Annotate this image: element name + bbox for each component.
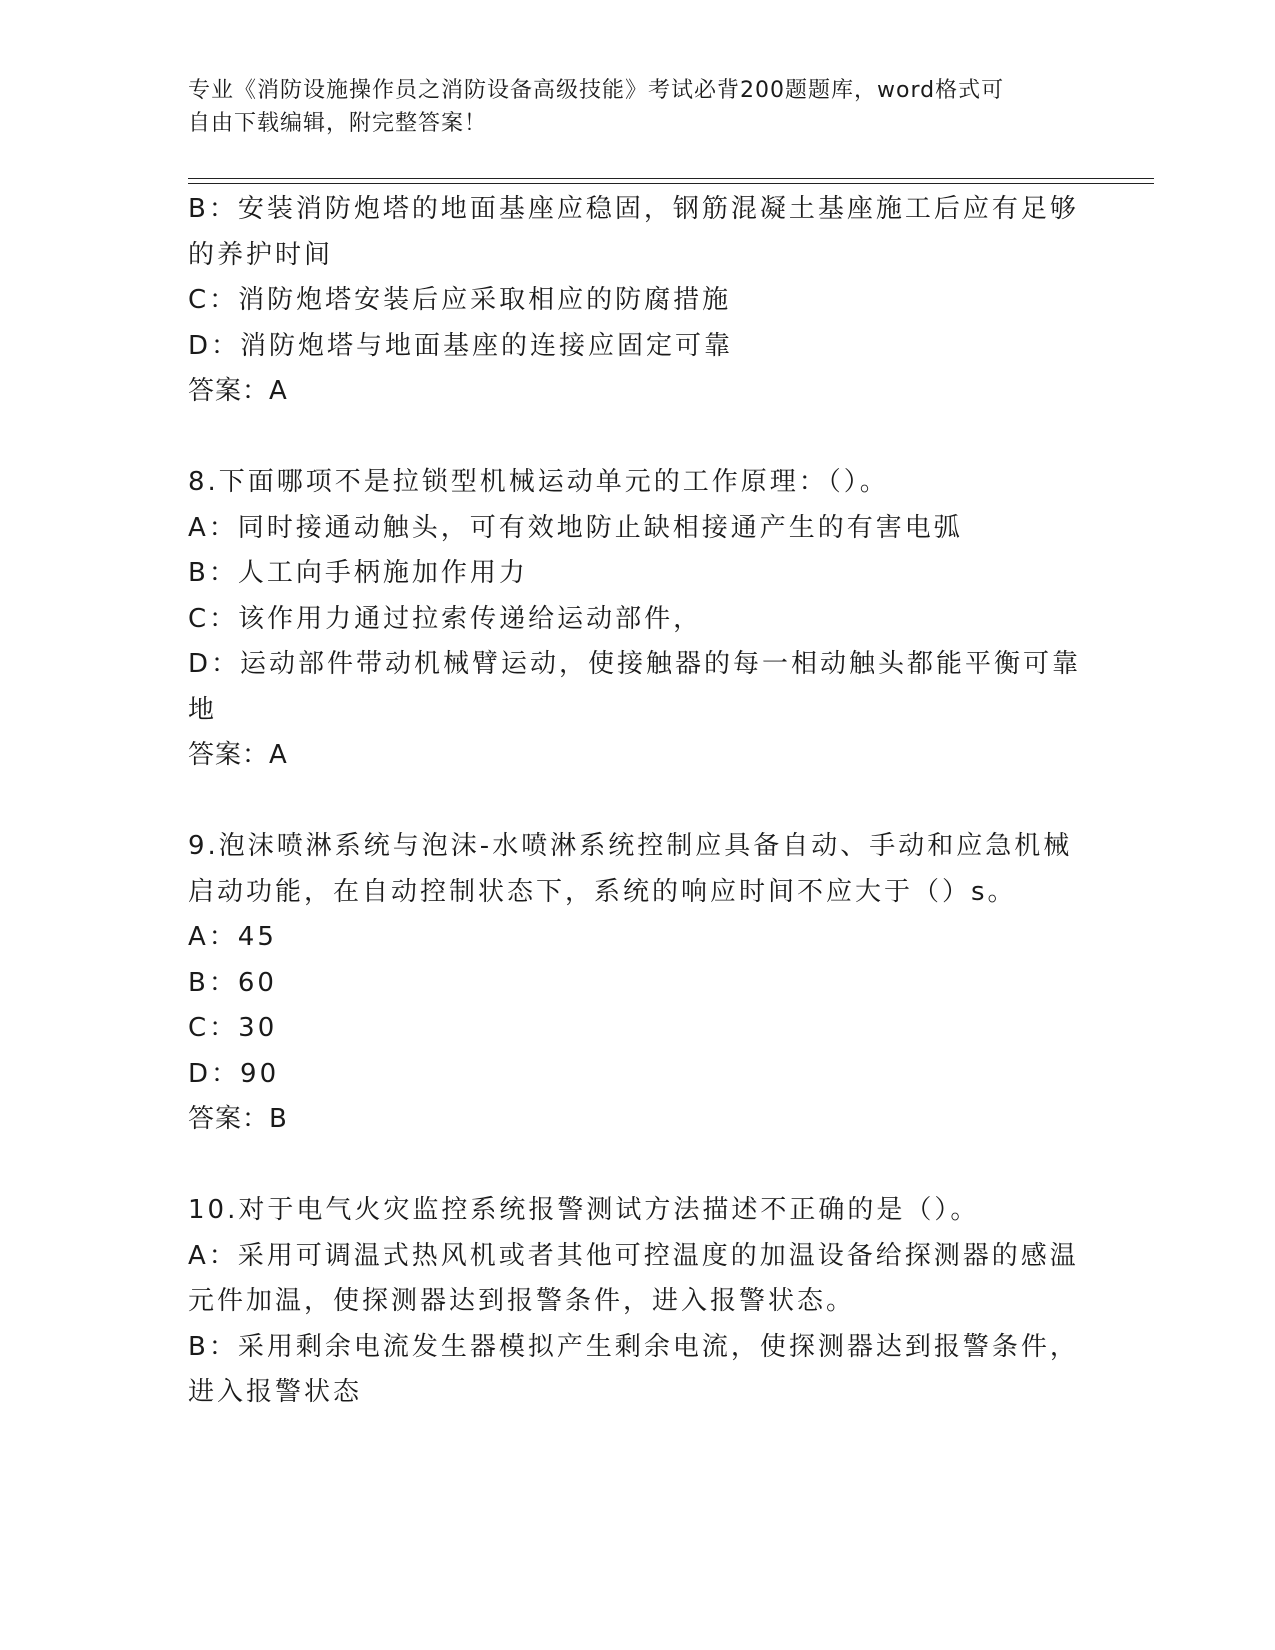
spacer	[188, 415, 1088, 461]
text-line: D：消防炮塔与地面基座的连接应固定可靠	[188, 330, 734, 361]
spacer	[188, 1143, 1088, 1189]
option-line: D：90	[188, 1058, 280, 1089]
option-line: A：45	[188, 922, 277, 952]
answer-line: 答案：A	[188, 376, 288, 406]
spacer	[188, 779, 1088, 825]
question-body	[188, 187, 1088, 1416]
option-line: 地	[188, 694, 218, 725]
option-line: A：同时接通动触头，可有效地防止缺相接通产生的有害电弧	[188, 512, 963, 543]
option-line: A：采用可调温式热风机或者其他可控温度的加温设备给探测器的感温	[188, 1240, 1079, 1271]
option-line: B：采用剩余电流发生器模拟产生剩余电流，使探测器达到报警条件，	[188, 1331, 1079, 1362]
text-line: C：消防炮塔安装后应采取相应的防腐措施	[188, 285, 732, 315]
question-stem: 9.泡沫喷淋系统与泡沫-水喷淋系统控制应具备自动、手动和应急机械	[188, 831, 1073, 861]
option-line: C：该作用力通过拉索传递给运动部件，	[188, 603, 703, 634]
option-line: B：60	[188, 967, 277, 998]
header-line-1: 专业《消防设施操作员之消防设备高级技能》考试必背200题题库，word格式可	[188, 78, 1005, 103]
answer-line: 答案：B	[188, 1104, 288, 1134]
option-line: C：30	[188, 1013, 278, 1043]
header-rule-bottom	[188, 183, 1154, 184]
document-header	[188, 74, 1068, 140]
option-line: 元件加温，使探测器达到报警条件，进入报警状态。	[188, 1286, 856, 1316]
question-stem: 10.对于电气火灾监控系统报警测试方法描述不正确的是（）。	[188, 1195, 980, 1225]
answer-line: 答案：A	[188, 740, 288, 770]
option-line: B：人工向手柄施加作用力	[188, 558, 528, 588]
option-line: D：运动部件带动机械臂运动，使接触器的每一相动触头都能平衡可靠	[188, 649, 1082, 679]
header-line-2: 自由下载编辑，附完整答案！	[188, 111, 488, 136]
question-stem: 8.下面哪项不是拉锁型机械运动单元的工作原理：（）。	[188, 467, 889, 497]
question-stem: 启动功能，在自动控制状态下，系统的响应时间不应大于（）s。	[188, 876, 1017, 907]
option-line: 进入报警状态	[188, 1377, 363, 1407]
text-line: 的养护时间	[188, 239, 334, 270]
header-rule-top	[188, 178, 1154, 179]
text-line: B：安装消防炮塔的地面基座应稳固，钢筋混凝土基座施工后应有足够	[188, 194, 1079, 224]
